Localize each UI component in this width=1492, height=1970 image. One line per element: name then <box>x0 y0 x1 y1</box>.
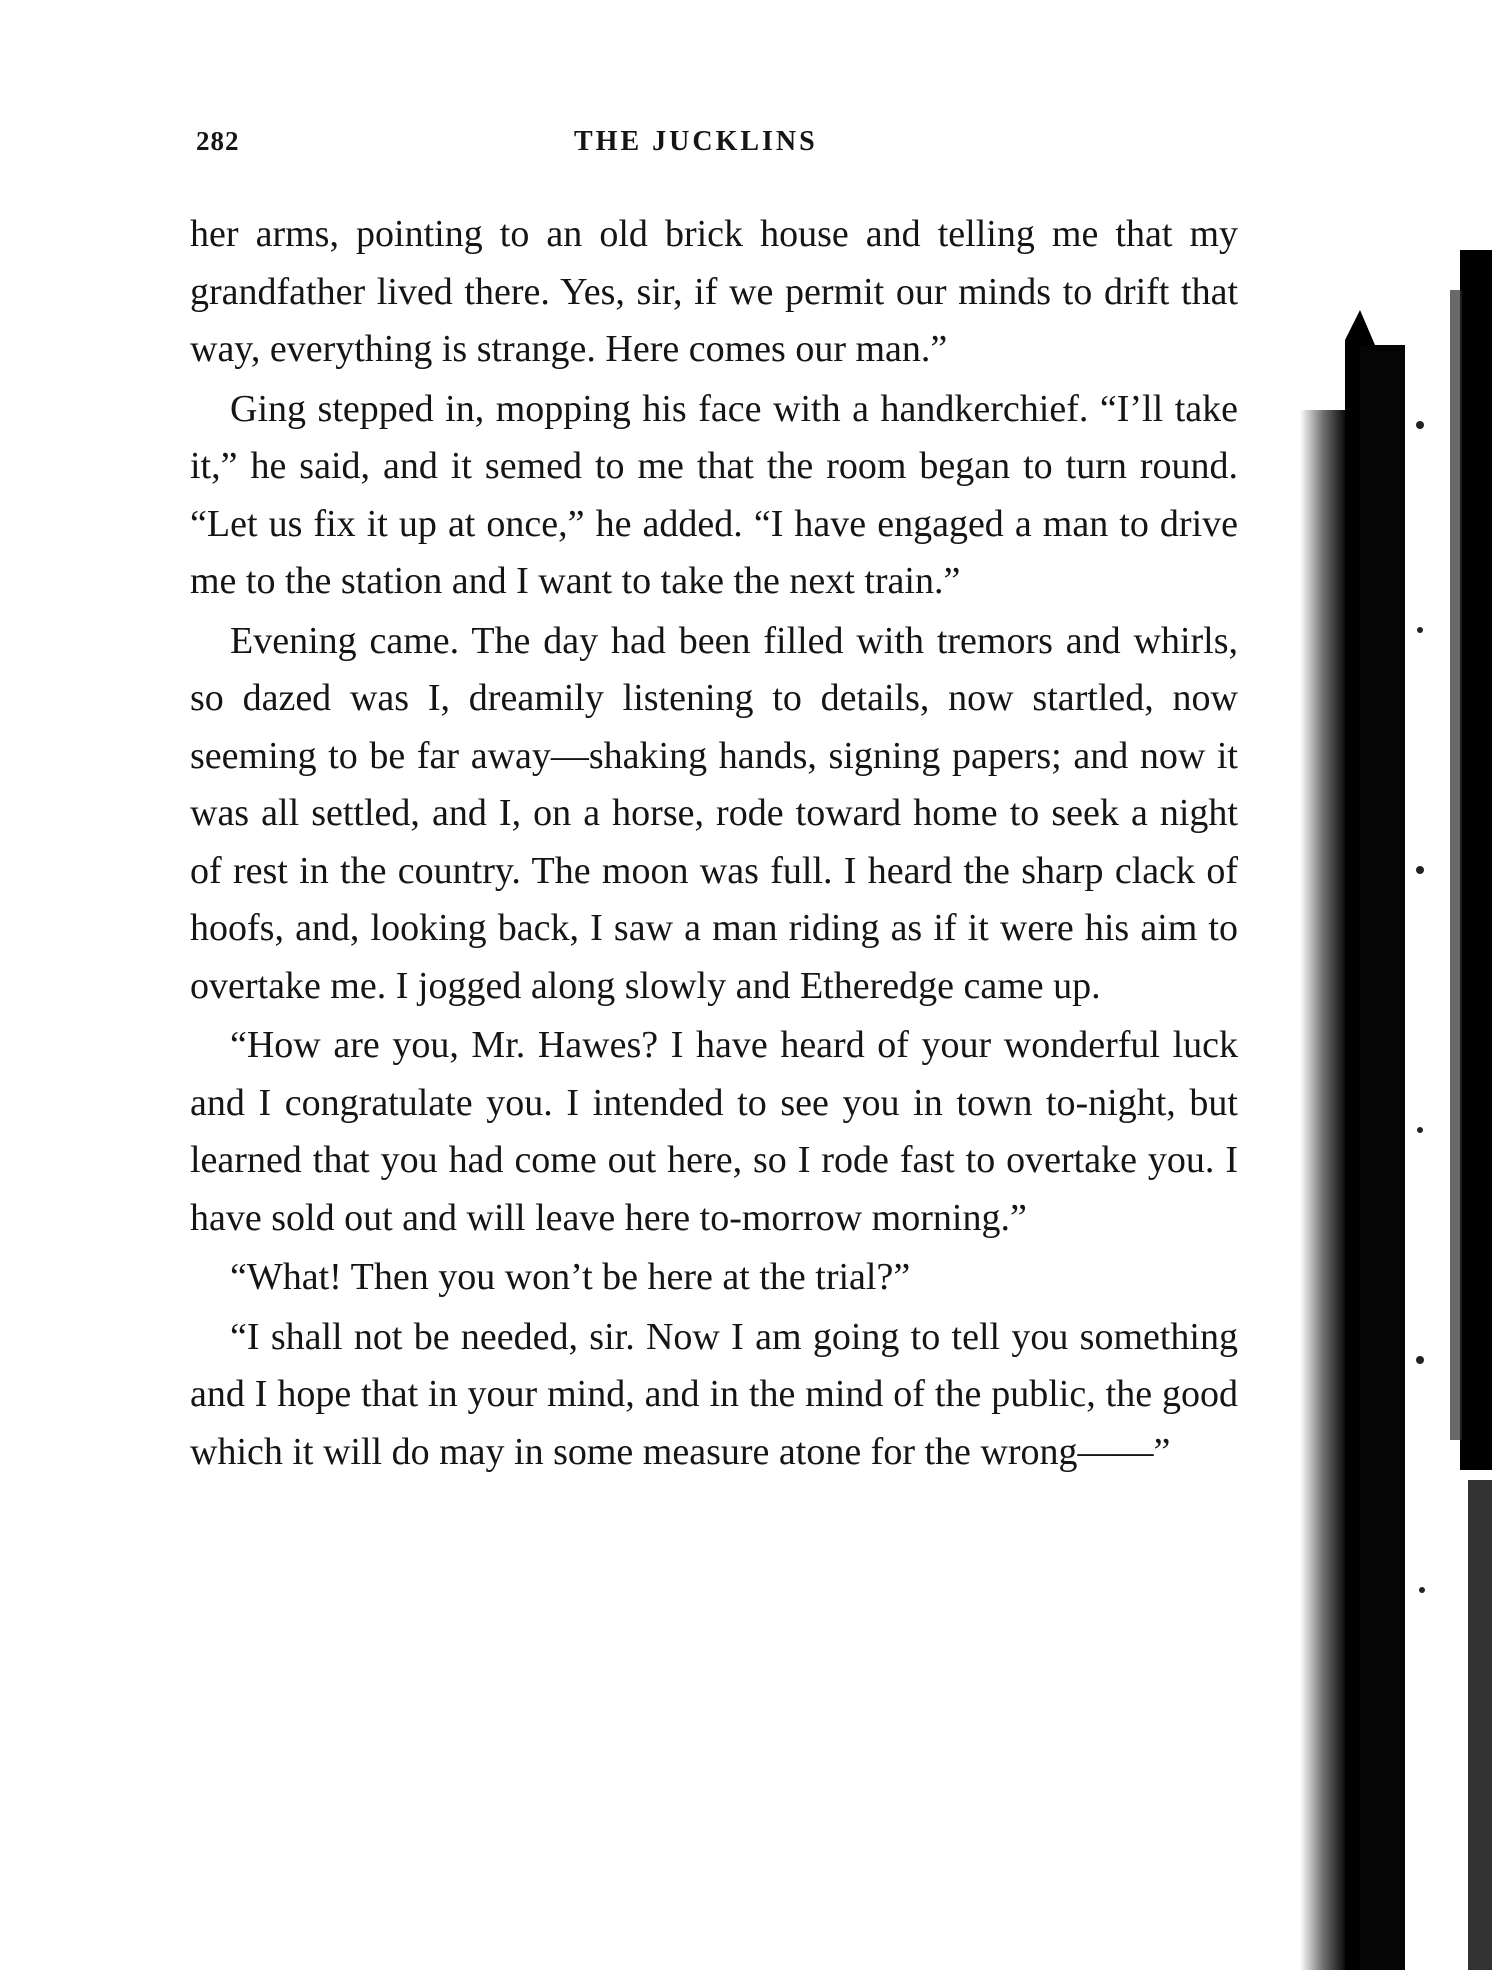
page-header <box>196 126 1236 166</box>
running-head: THE JUCKLINS <box>574 126 818 157</box>
scan-binding-shadow <box>1300 250 1492 1970</box>
paragraph: “I shall not be needed, sir. Now I am going to tell you something and I hope that in your mind, and in the mind of the public, the good which it will do may in some measure atone for the wrong——” <box>190 1315 1238 1473</box>
paragraph: “What! Then you won’t be here at the trial?” <box>230 1256 911 1298</box>
paragraph: Ging stepped in, mopping his face with a handkerchief. “I’ll take it,” he said, and it semed to me that the room began to turn round. “Let us fix it up at once,” he added. “I have engaged a man to drive me to the station and I want to take the next train.” <box>190 387 1238 602</box>
paragraph: Evening came. The day had been filled with tremors and whirls, so dazed was I, dreamily listening to details, now startled, now seeming to be far away—shaking hands, signing papers; and now it was all settled, and I, on a horse, rode toward home to seek a night of rest in the country. The moon was full. I heard the sharp clack of hoofs, and, looking back, I saw a man riding as if it were his aim to overtake me. I jogged along slowly and Etheredge came up. <box>190 619 1238 1007</box>
body-text <box>190 206 1238 1483</box>
paragraph: her arms, pointing to an old brick house and telling me that my grandfather lived there. Yes, sir, if we permit our minds to drift that way, everything is strange. Here comes our man.” <box>190 213 1238 370</box>
page-number: 282 <box>196 126 240 156</box>
paragraph: “How are you, Mr. Hawes? I have heard of your wonderful luck and I congratulate you. I intended to see you in town to-night, but learned that you had come out here, so I rode fast to overtake you. I have sold out and will leave here to-morrow morning.” <box>190 1024 1238 1239</box>
